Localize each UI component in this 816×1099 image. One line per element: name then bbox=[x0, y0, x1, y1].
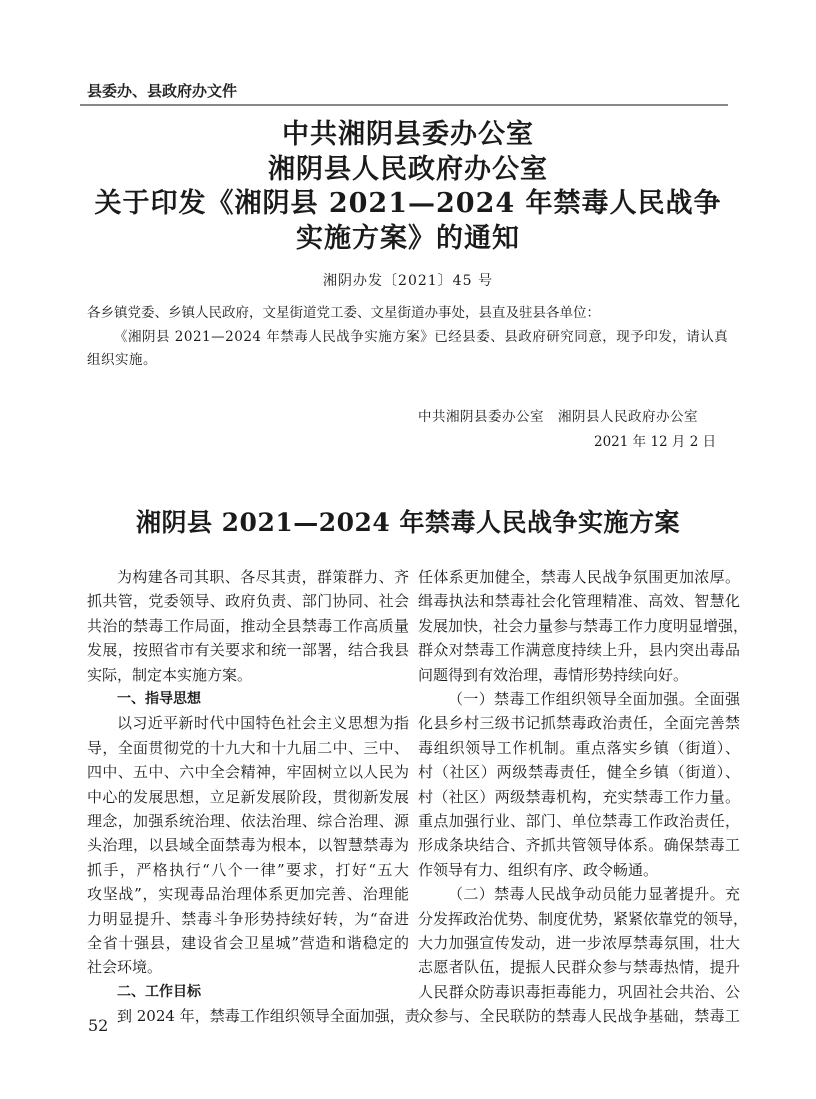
text-line: 毒组织领导工作机制。重点落实乡镇（街道）、 bbox=[418, 738, 740, 757]
text-line: 发展，按照省市有关要求和统一部署，结合我县 bbox=[87, 641, 409, 660]
text-line: 化县乡村三级书记抓禁毒政治责任，全面完善禁 bbox=[418, 714, 740, 733]
text-line: （二）禁毒人民战争动员能力显著提升。充 bbox=[448, 885, 740, 904]
section-heading: 一、指导思想 bbox=[117, 691, 201, 707]
notice-title-line: 实施方案》的通知 bbox=[296, 222, 520, 254]
text-line: 任体系更加健全，禁毒人民战争氛围更加浓厚。 bbox=[418, 568, 740, 586]
text-line: 抓手，严格执行“八个一律”要求，打好“五大 bbox=[87, 860, 409, 879]
text-line: 四中、五中、六中全会精神，牢固树立以人民为 bbox=[87, 763, 409, 782]
page-number: 52 bbox=[88, 1016, 109, 1035]
text-line: 重点加强行业、部门、单位禁毒工作政治责任， bbox=[418, 812, 740, 830]
text-line: 大力加强宣传发动，进一步浓厚禁毒氛围，壮大 bbox=[418, 934, 740, 952]
running-header: 县委办、县政府办文件 bbox=[87, 82, 238, 100]
plan-title: 湘阴县 2021—2024 年禁毒人民战争实施方案 bbox=[135, 508, 681, 537]
text-line: 力明显提升、禁毒斗争形势持续好转，为“奋进 bbox=[87, 909, 409, 928]
text-line: 共治的禁毒工作局面，推动全县禁毒工作高质量 bbox=[87, 616, 409, 635]
text-line: 到 2024 年，禁毒工作组织领导全面加强，责 bbox=[117, 1007, 420, 1026]
text-line: 抓共管，党委领导、政府负责、部门协同、社会 bbox=[87, 592, 409, 611]
text-line: 以习近平新时代中国特色社会主义思想为指 bbox=[117, 714, 409, 733]
signature: 中共湘阴县委办公室 湘阴县人民政府办公室 bbox=[418, 409, 698, 425]
text-line: 实际，制定本实施方案。 bbox=[87, 665, 253, 684]
text-line: 村（社区）两级禁毒机构，充实禁毒工作力量。 bbox=[418, 787, 740, 806]
text-line: 缉毒执法和禁毒社会化管理精准、高效、智慧化 bbox=[418, 592, 740, 611]
notice-title-line: 关于印发《湘阴县 2021—2024 年禁毒人民战争 bbox=[94, 188, 722, 219]
text-line: 头治理，以县域全面禁毒为根本，以智慧禁毒为 bbox=[87, 836, 409, 855]
text-line: 全省十强县，建设省会卫星城”营造和谐稳定的 bbox=[87, 934, 409, 952]
text-line: 问题得到有效治理，毒情形势持续向好。 bbox=[418, 665, 689, 684]
text-line: （一）禁毒工作组织领导全面加强。全面强 bbox=[448, 690, 740, 708]
notice-title bbox=[0, 118, 816, 256]
text-line: 村（社区）两级禁毒责任，健全乡镇（街道）、 bbox=[418, 763, 740, 782]
header-divider bbox=[80, 104, 728, 106]
text-line: 作领导有力、组织有序、政令畅通。 bbox=[418, 860, 659, 879]
notice-title-line: 中共湘阴县委办公室 bbox=[282, 119, 534, 150]
notice-body: 《湘阴县 2021—2024 年禁毒人民战争实施方案》已经县委、县政府研究同意，现予印发，请认真组织实施。 bbox=[87, 329, 729, 368]
section-heading: 二、工作目标 bbox=[117, 983, 201, 1000]
text-line: 中心的发展思想，立足新发展阶段，贯彻新发展 bbox=[87, 787, 409, 806]
text-line: 众参与、全民联防的禁毒人民战争基础，禁毒工 bbox=[418, 1007, 740, 1026]
text-line: 群众对禁毒工作满意度持续上升，县内突出毒品 bbox=[418, 641, 740, 660]
document-number: 湘阴办发〔2021〕45 号 bbox=[323, 273, 493, 289]
text-line: 为构建各司其职、各尽其责，群策群力、齐 bbox=[117, 568, 409, 586]
issue-date: 2021 年 12 月 2 日 bbox=[594, 434, 717, 450]
text-line: 分发挥政治优势、制度优势，紧紧依靠党的领导， bbox=[418, 909, 749, 928]
salutation: 各乡镇党委、乡镇人民政府，文星街道党工委、文星街道办事处，县直及驻县各单位： bbox=[87, 305, 600, 321]
text-line: 人民群众防毒识毒拒毒能力，巩固社会共治、公 bbox=[418, 982, 740, 1001]
text-line: 形成条块结合、齐抓共管领导体系。确保禁毒工 bbox=[418, 836, 740, 855]
text-line: 志愿者队伍，提振人民群众参与禁毒热情，提升 bbox=[418, 958, 740, 977]
text-line: 导，全面贯彻党的十九大和十九届二中、三中、 bbox=[87, 738, 409, 757]
text-line: 发展加快，社会力量参与禁毒工作力度明显增强， bbox=[418, 616, 749, 635]
text-line: 攻坚战”，实现毒品治理体系更加完善、治理能 bbox=[87, 885, 409, 904]
notice-title-line: 湘阴县人民政府办公室 bbox=[268, 153, 548, 185]
text-line: 社会环境。 bbox=[87, 958, 163, 977]
text-line: 理念，加强系统治理、依法治理、综合治理、源 bbox=[87, 812, 409, 830]
